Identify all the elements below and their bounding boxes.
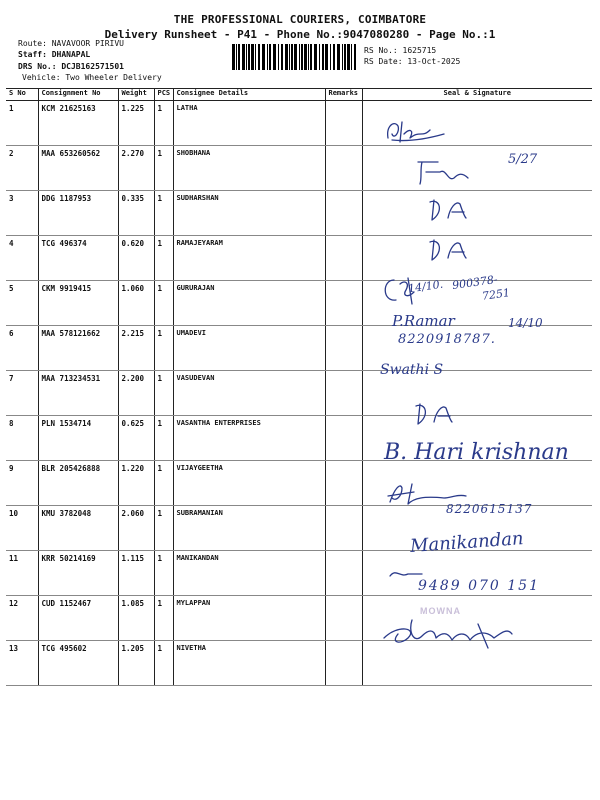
- stamp-watermark: MOWNA: [420, 606, 461, 616]
- cell-weight: 2.060: [118, 506, 154, 551]
- route-label: Route: NAVAVOOR PIRIVU: [18, 39, 124, 48]
- cell-sno: 5: [6, 281, 38, 326]
- cell-consignee: SHOBHANA: [173, 146, 325, 191]
- cell-pcs: 1: [154, 461, 173, 506]
- col-header-remarks: Remarks: [325, 89, 362, 101]
- cell-consignee: MANIKANDAN: [173, 551, 325, 596]
- cell-sno: 3: [6, 191, 38, 236]
- signature-row-8: [412, 400, 462, 430]
- cell-consignment: CKM 9919415: [38, 281, 118, 326]
- table-row: [6, 191, 592, 236]
- barcode-bar: [281, 44, 283, 70]
- cell-consignment: TCG 496374: [38, 236, 118, 281]
- table-row: [6, 326, 592, 371]
- barcode-bar: [299, 44, 300, 70]
- rs-date: RS Date: 13-Oct-2025: [364, 57, 461, 66]
- signature-row-10-phone: 8220615137: [446, 502, 533, 516]
- barcode-bar: [314, 44, 317, 70]
- cell-sno: 6: [6, 326, 38, 371]
- cell-pcs: 1: [154, 191, 173, 236]
- signature-row-4: [426, 236, 476, 266]
- cell-remarks: [325, 146, 362, 191]
- cell-weight: 1.220: [118, 461, 154, 506]
- cell-pcs: 1: [154, 506, 173, 551]
- cell-consignment: MAA 578121662: [38, 326, 118, 371]
- barcode-bar: [251, 44, 254, 70]
- barcode-bar: [238, 44, 240, 70]
- barcode-bar: [351, 44, 352, 70]
- cell-pcs: 1: [154, 641, 173, 686]
- cell-weight: 2.200: [118, 371, 154, 416]
- signature-row-7-name: Swathi S: [380, 362, 444, 378]
- signature-row-3: [426, 196, 476, 226]
- signature-row-9-name: B. Hari krishnan: [384, 440, 569, 465]
- barcode-bar: [294, 44, 297, 70]
- barcode-bar: [310, 44, 312, 70]
- cell-sno: 10: [6, 506, 38, 551]
- table-row: [6, 101, 592, 146]
- cell-remarks: [325, 236, 362, 281]
- cell-consignee: SUBRAMANIAN: [173, 506, 325, 551]
- cell-pcs: 1: [154, 416, 173, 461]
- cell-consignee: VASANTHA ENTERPRISES: [173, 416, 325, 461]
- col-header-sno: S No: [6, 89, 38, 101]
- cell-sno: 11: [6, 551, 38, 596]
- cell-pcs: 1: [154, 326, 173, 371]
- barcode-bar: [308, 44, 309, 70]
- cell-consignment: BLR 205426888: [38, 461, 118, 506]
- cell-remarks: [325, 101, 362, 146]
- cell-consignment: KCM 21625163: [38, 101, 118, 146]
- cell-pcs: 1: [154, 596, 173, 641]
- signature-row-5-date: 14/10.: [407, 277, 444, 296]
- signature-row-6-name: P.Ramar: [392, 312, 455, 330]
- signature-row-13: [378, 614, 528, 654]
- cell-remarks: [325, 506, 362, 551]
- runsheet-title: Delivery Runsheet - P41 - Phone No.:9047080280 - Page No.:1: [104, 28, 496, 41]
- cell-consignee: VIJAYGEETHA: [173, 461, 325, 506]
- barcode-bar: [285, 44, 288, 70]
- barcode-bar: [242, 44, 245, 70]
- cell-seal-signature: [362, 191, 592, 236]
- barcode-bar: [236, 44, 237, 70]
- barcode-bar: [333, 44, 335, 70]
- cell-remarks: [325, 596, 362, 641]
- table-row: [6, 236, 592, 281]
- cell-remarks: [325, 641, 362, 686]
- cell-weight: 0.625: [118, 416, 154, 461]
- barcode-bar: [267, 44, 268, 70]
- cell-consignment: KMU 3782048: [38, 506, 118, 551]
- runsheet-table: [6, 88, 592, 686]
- barcode-bar: [289, 44, 290, 70]
- cell-weight: 1.085: [118, 596, 154, 641]
- cell-weight: 1.205: [118, 641, 154, 686]
- signature-row-12-phone: 9489 070 151: [418, 578, 540, 594]
- cell-weight: 1.115: [118, 551, 154, 596]
- cell-sno: 1: [6, 101, 38, 146]
- barcode-bar: [291, 44, 293, 70]
- cell-consignee: LATHA: [173, 101, 325, 146]
- barcode-bar: [344, 44, 346, 70]
- cell-weight: 2.270: [118, 146, 154, 191]
- rs-number: RS No.: 1625715: [364, 46, 437, 55]
- cell-consignee: UMADEVI: [173, 326, 325, 371]
- signature-row-2: [412, 158, 502, 188]
- cell-sno: 4: [6, 236, 38, 281]
- cell-weight: 1.225: [118, 101, 154, 146]
- cell-sno: 8: [6, 416, 38, 461]
- signature-row-5-phone: 900378-: [451, 272, 499, 293]
- col-header-weight: Weight: [118, 89, 154, 101]
- cell-consignment: TCG 495602: [38, 641, 118, 686]
- cell-consignment: KRR 50214169: [38, 551, 118, 596]
- cell-sno: 13: [6, 641, 38, 686]
- barcode-bar: [342, 44, 343, 70]
- cell-pcs: 1: [154, 551, 173, 596]
- cell-consignee: NIVETHA: [173, 641, 325, 686]
- barcode-bar: [304, 44, 307, 70]
- barcode-bar: [319, 44, 320, 70]
- cell-pcs: 1: [154, 146, 173, 191]
- cell-pcs: 1: [154, 236, 173, 281]
- cell-consignment: MAA 653260562: [38, 146, 118, 191]
- col-header-pcs: PCS: [154, 89, 173, 101]
- cell-consignment: CUD 1152467: [38, 596, 118, 641]
- cell-consignee: SUDHARSHAN: [173, 191, 325, 236]
- signature-row-2-date: 5/27: [508, 152, 538, 167]
- cell-pcs: 1: [154, 101, 173, 146]
- col-header-seal: Seal & Signature: [362, 89, 592, 101]
- barcode-bar: [255, 44, 256, 70]
- barcode-bar: [330, 44, 331, 70]
- cell-consignment: PLN 1534714: [38, 416, 118, 461]
- cell-sno: 7: [6, 371, 38, 416]
- barcode-bar: [337, 44, 340, 70]
- barcode-bar: [258, 44, 260, 70]
- cell-weight: 2.215: [118, 326, 154, 371]
- barcode-bar: [354, 44, 356, 70]
- barcode: [232, 44, 358, 70]
- barcode-bar: [301, 44, 303, 70]
- cell-consignment: MAA 713234531: [38, 371, 118, 416]
- barcode-bar: [232, 44, 235, 70]
- company-name: THE PROFESSIONAL COURIERS, COIMBATORE: [173, 13, 427, 26]
- barcode-bar: [262, 44, 265, 70]
- col-header-consignment: Consignment No: [38, 89, 118, 101]
- cell-weight: 1.060: [118, 281, 154, 326]
- cell-remarks: [325, 551, 362, 596]
- barcode-bar: [246, 44, 247, 70]
- barcode-bar: [322, 44, 324, 70]
- cell-remarks: [325, 371, 362, 416]
- barcode-bar: [278, 44, 279, 70]
- cell-weight: 0.335: [118, 191, 154, 236]
- cell-remarks: [325, 461, 362, 506]
- barcode-bar: [347, 44, 350, 70]
- barcode-bar: [325, 44, 328, 70]
- cell-remarks: [325, 281, 362, 326]
- cell-remarks: [325, 416, 362, 461]
- cell-consignment: DDG 1187953: [38, 191, 118, 236]
- table-header-row: [6, 89, 592, 101]
- cell-consignee: VASUDEVAN: [173, 371, 325, 416]
- signature-row-1: [380, 112, 460, 152]
- cell-pcs: 1: [154, 371, 173, 416]
- cell-weight: 0.620: [118, 236, 154, 281]
- barcode-bar: [269, 44, 271, 70]
- cell-consignee: RAMAJEYARAM: [173, 236, 325, 281]
- drs-number: DRS No.: DCJB162571501: [18, 62, 124, 71]
- signature-row-11-name: Manikandan: [409, 528, 525, 557]
- signature-row-6-date: 14/10: [508, 316, 543, 330]
- barcode-bar: [273, 44, 276, 70]
- table-row: [6, 371, 592, 416]
- cell-sno: 2: [6, 146, 38, 191]
- vehicle-label: Vehicle: Two Wheeler Delivery: [22, 73, 162, 82]
- cell-pcs: 1: [154, 281, 173, 326]
- cell-remarks: [325, 191, 362, 236]
- cell-sno: 12: [6, 596, 38, 641]
- cell-sno: 9: [6, 461, 38, 506]
- cell-consignee: MYLAPPAN: [173, 596, 325, 641]
- table-row: [6, 146, 592, 191]
- signature-row-6-phone: 8220918787.: [398, 332, 496, 347]
- col-header-consignee: Consignee Details: [173, 89, 325, 101]
- staff-label: Staff: DHANAPAL: [18, 50, 91, 59]
- table-row: [6, 461, 592, 506]
- cell-consignee: GURURAJAN: [173, 281, 325, 326]
- cell-remarks: [325, 326, 362, 371]
- barcode-bar: [248, 44, 250, 70]
- signature-row-5-phone2: 7251: [481, 286, 511, 303]
